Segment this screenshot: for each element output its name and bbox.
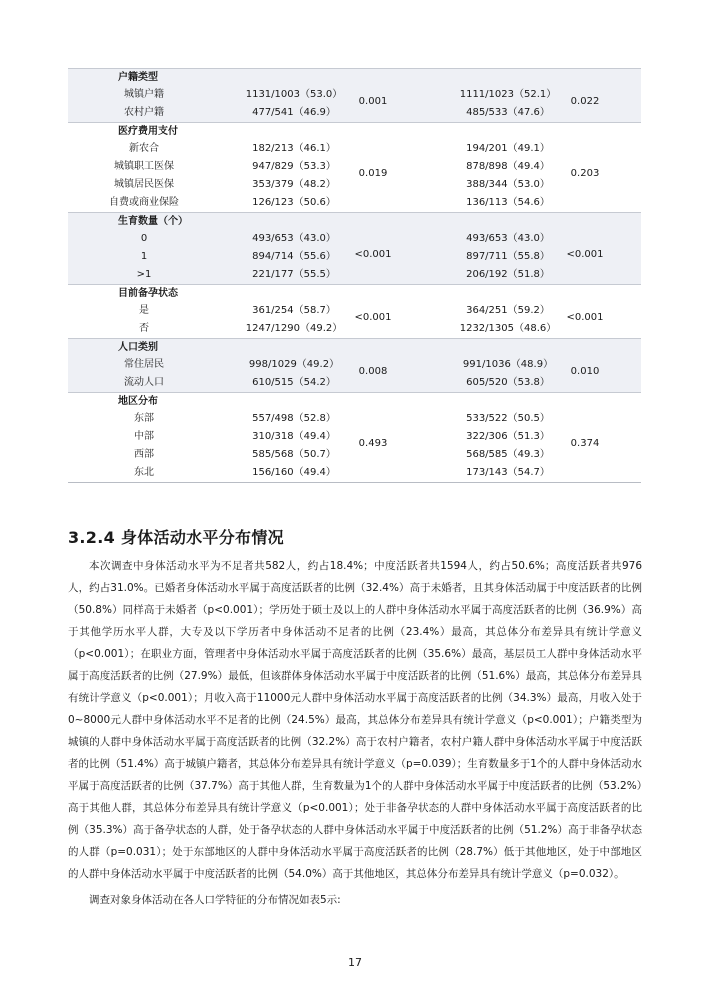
row-label: >1	[136, 269, 152, 280]
row-label: 常住居民	[124, 359, 164, 370]
value-group-b: 322/306（51.3）	[466, 431, 550, 442]
value-group-a: 361/254（58.7）	[252, 305, 336, 316]
value-group-a: 221/177（55.5）	[252, 269, 336, 280]
value-group-a: 310/318（49.4）	[252, 431, 336, 442]
value-group-b: 605/520（53.8）	[466, 377, 550, 388]
p-value-b: 0.203	[570, 168, 600, 179]
section-body	[68, 555, 642, 911]
value-group-a: 894/714（55.6）	[252, 251, 336, 262]
value-group-b: 388/344（53.0）	[466, 179, 550, 190]
value-group-a: 585/568（50.7）	[252, 449, 336, 460]
table-group	[68, 284, 641, 338]
row-label: 城镇户籍	[124, 89, 164, 100]
p-value-b: 0.374	[570, 438, 600, 449]
value-group-b: 991/1036（48.9）	[462, 359, 554, 370]
row-label: 自费或商业保险	[109, 197, 179, 208]
value-group-b: 194/201（49.1）	[466, 143, 550, 154]
table-row	[68, 410, 641, 428]
table-row	[68, 464, 641, 482]
p-value-a: 0.019	[358, 168, 388, 179]
value-group-b: 493/653（43.0）	[466, 233, 550, 244]
value-group-a: 998/1029（49.2）	[248, 359, 340, 370]
p-value-a: 0.001	[358, 96, 388, 107]
group-title: 人口类别	[118, 342, 158, 353]
p-value-a: <0.001	[354, 312, 392, 323]
row-label: 城镇居民医保	[114, 179, 174, 190]
row-label: 中部	[134, 431, 154, 442]
value-group-a: 126/123（50.6）	[252, 197, 336, 208]
value-group-a: 353/379（48.2）	[252, 179, 336, 190]
table-group	[68, 122, 641, 212]
table-group	[68, 68, 641, 122]
row-label: 否	[139, 323, 149, 334]
row-label: 东北	[134, 467, 154, 478]
value-group-b: 897/711（55.8）	[466, 251, 550, 262]
table-row	[68, 230, 641, 248]
group-title: 户籍类型	[118, 72, 158, 83]
value-group-b: 878/898（49.4）	[466, 161, 550, 172]
table-group	[68, 338, 641, 392]
p-value-b: 0.010	[570, 366, 600, 377]
row-label: 新农合	[129, 143, 159, 154]
table-row	[68, 266, 641, 284]
row-label: 1	[140, 251, 148, 262]
p-value-a: 0.493	[358, 438, 388, 449]
value-group-a: 493/653（43.0）	[252, 233, 336, 244]
row-label: 是	[139, 305, 149, 316]
page-number: 17	[348, 956, 362, 969]
group-title: 目前备孕状态	[118, 288, 178, 299]
value-group-a: 156/160（49.4）	[252, 467, 336, 478]
demographics-table	[68, 68, 641, 483]
row-label: 城镇职工医保	[114, 161, 174, 172]
value-group-b: 1111/1023（52.1）	[459, 89, 557, 100]
row-label: 流动人口	[124, 377, 164, 388]
value-group-a: 557/498（52.8）	[252, 413, 336, 424]
table-group	[68, 212, 641, 284]
p-value-b: 0.022	[570, 96, 600, 107]
table-row	[68, 140, 641, 158]
group-title: 医疗费用支付	[118, 126, 178, 137]
value-group-b: 568/585（49.3）	[466, 449, 550, 460]
p-value-a: <0.001	[354, 249, 392, 260]
p-value-a: 0.008	[358, 366, 388, 377]
p-value-b: <0.001	[566, 312, 604, 323]
group-title: 生育数量（个）	[118, 216, 188, 227]
value-group-a: 1131/1003（53.0）	[245, 89, 343, 100]
p-value-b: <0.001	[566, 249, 604, 260]
value-group-b: 364/251（59.2）	[466, 305, 550, 316]
value-group-b: 533/522（50.5）	[466, 413, 550, 424]
body-paragraph: 调查对象身体活动在各人口学特征的分布情况如表5示:	[89, 894, 341, 906]
table-row	[68, 194, 641, 212]
value-group-a: 610/515（54.2）	[252, 377, 336, 388]
table-group	[68, 392, 641, 482]
row-label: 农村户籍	[124, 107, 164, 118]
value-group-a: 477/541（46.9）	[252, 107, 336, 118]
value-group-a: 947/829（53.3）	[252, 161, 336, 172]
value-group-b: 1232/1305（48.6）	[459, 323, 557, 334]
row-label: 西部	[134, 449, 154, 460]
section-heading: 3.2.4 身体活动水平分布情况	[68, 528, 284, 547]
value-group-a: 182/213（46.1）	[252, 143, 336, 154]
value-group-b: 173/143（54.7）	[466, 467, 550, 478]
group-title: 地区分布	[118, 396, 158, 407]
row-label: 0	[140, 233, 148, 244]
body-paragraph: 本次调查中身体活动水平为不足者共582人，约占18.4%；中度活跃者共1594人，约占50.6%；高度活跃者共976人，约占31.0%。已婚者身体活动水平属于高度活跃者的比例（32.4%）高于未婚者，且其身体活动属于中度活跃者的比例（50.8%）同样高于未婚者（p<0.001）；学历处于硕士及以上的人群中身体活动水平属于高度活跃者的比例（36.9%）高于其他学历水平人群，大专及以下学历者中身体活动不足者的比例（23.4%）最高，其总体分布差异具有统计学意义（p<0.001）；在职业方面，管理者中身体活动水平属于高度活跃者的比例（35.6%）最高，基层员工人群中身体活动水平属于高度活跃者的比例（27.9%）最低，但该群体身体活动水平属于中度活跃者的比例（51.6%）最高，其总体分布差异具有统计学意义（p<0.001）；月收入高于11000元人群中身体活动水平属于高度活跃者的比例（34.3%）最高，月收入处于0~8000元人群中身体活动水平不足者的比例（24.5%）最高，其总体分布差异具有统计学意义（p<0.001）；户籍类型为城镇的人群中身体活动水平属于高度活跃者的比例（32.2%）高于农村户籍者，农村户籍人群中身体活动水平属于中度活跃者的比例（51.4%）高于城镇户籍者，其总体分布差异具有统计学意义（p=0.039）；生育数量多于1个的人群中身体活动水平属于高度活跃者的比例（37.7%）高于其他人群，生育数量为1个的人群中身体活动水平属于中度活跃者的比例（53.2%）高于其他人群，其总体分布差异具有统计学意义（p<0.001）；处于非备孕状态的人群中身体活动水平属于高度活跃者的比例（35.3%）高于备孕状态的人群，处于备孕状态的人群中身体活动水平属于中度活跃者的比例（51.2%）高于非备孕状态的人群（p=0.031）；处于东部地区的人群中身体活动水平属于高度活跃者的比例（28.7%）低于其他地区，处于中部地区的人群中身体活动水平属于中度活跃者的比例（54.0%）高于其他地区，其总体分布差异具有统计学意义（p=0.032）。	[68, 560, 642, 880]
value-group-b: 206/192（51.8）	[466, 269, 550, 280]
value-group-b: 136/113（54.6）	[466, 197, 550, 208]
value-group-a: 1247/1290（49.2）	[245, 323, 343, 334]
row-label: 东部	[134, 413, 154, 424]
value-group-b: 485/533（47.6）	[466, 107, 550, 118]
